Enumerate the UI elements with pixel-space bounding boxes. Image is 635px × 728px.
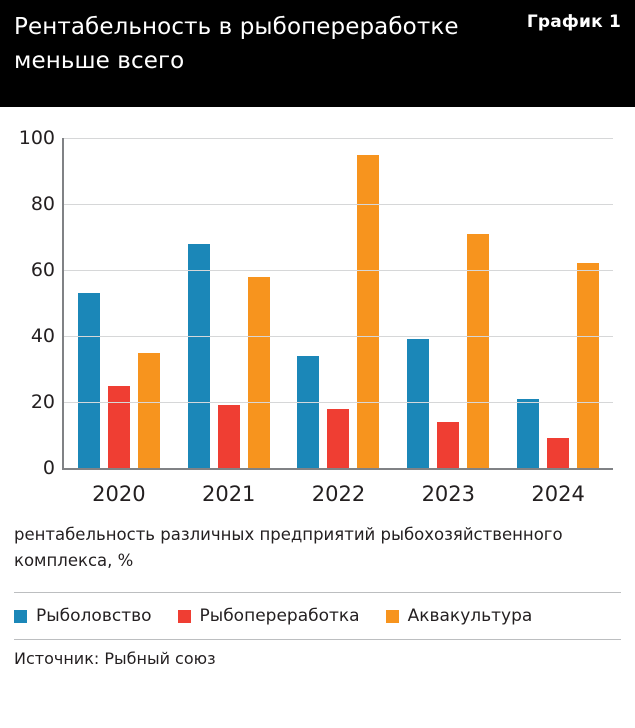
- bar-group: [393, 138, 503, 506]
- legend-label: Аквакультура: [407, 606, 533, 626]
- y-axis-tick-label: 0: [42, 457, 55, 479]
- bar: [407, 339, 429, 468]
- bar: [248, 277, 270, 468]
- y-axis-tick-label: 80: [30, 193, 55, 215]
- legend-item[interactable]: [14, 606, 152, 626]
- legend-swatch-icon: [178, 610, 191, 623]
- bar: [108, 386, 130, 469]
- chart-header: [0, 0, 635, 107]
- x-axis-tick-label: 2022: [311, 482, 366, 506]
- legend-item[interactable]: [178, 606, 360, 626]
- gridline: [64, 336, 613, 337]
- legend-item[interactable]: [386, 606, 533, 626]
- bar-groups: [64, 138, 613, 506]
- page-title: Рентабельность в рыбопереработке меньше всего: [14, 14, 459, 74]
- bar-group: [174, 138, 284, 506]
- y-axis-tick-label: 100: [18, 127, 55, 149]
- y-axis-tick-label: 40: [30, 325, 55, 347]
- source-note: Источник: Рыбный союз: [14, 649, 216, 668]
- chart-number-badge: График 1: [526, 12, 621, 32]
- bar-group: [64, 138, 174, 506]
- bar: [467, 234, 489, 468]
- x-axis-tick-label: 2021: [201, 482, 256, 506]
- x-axis-tick-label: 2020: [92, 482, 146, 506]
- bar: [188, 244, 210, 468]
- gridline: [64, 270, 613, 271]
- bar: [218, 405, 240, 468]
- x-axis-tick-label: 2024: [531, 482, 585, 506]
- x-axis-tick-label: 2023: [421, 482, 476, 506]
- bar: [517, 399, 539, 468]
- y-axis-tick-label: 20: [30, 391, 55, 413]
- legend-swatch-icon: [386, 610, 399, 623]
- gridline: [64, 138, 613, 139]
- bar: [437, 422, 459, 468]
- gridline: [64, 402, 613, 403]
- legend-label: Рыболовство: [36, 606, 152, 626]
- chart-legend: [14, 593, 621, 639]
- gridline: [64, 204, 613, 205]
- bar-group: [503, 138, 613, 506]
- bar: [327, 409, 349, 468]
- y-axis-tick-label: 60: [30, 259, 55, 281]
- bar: [547, 438, 569, 468]
- bar: [577, 263, 599, 468]
- legend-label: Рыбопереработка: [199, 606, 360, 626]
- chart-caption: рентабельность различных предприятий рыбохозяйственного комплекса, %: [14, 525, 563, 570]
- bar: [297, 356, 319, 468]
- legend-swatch-icon: [14, 610, 27, 623]
- plot-frame: [18, 127, 613, 506]
- bar: [78, 293, 100, 468]
- bar: [357, 155, 379, 469]
- bar-group: [284, 138, 394, 506]
- bar: [138, 353, 160, 469]
- chart-plot-area: [0, 120, 635, 520]
